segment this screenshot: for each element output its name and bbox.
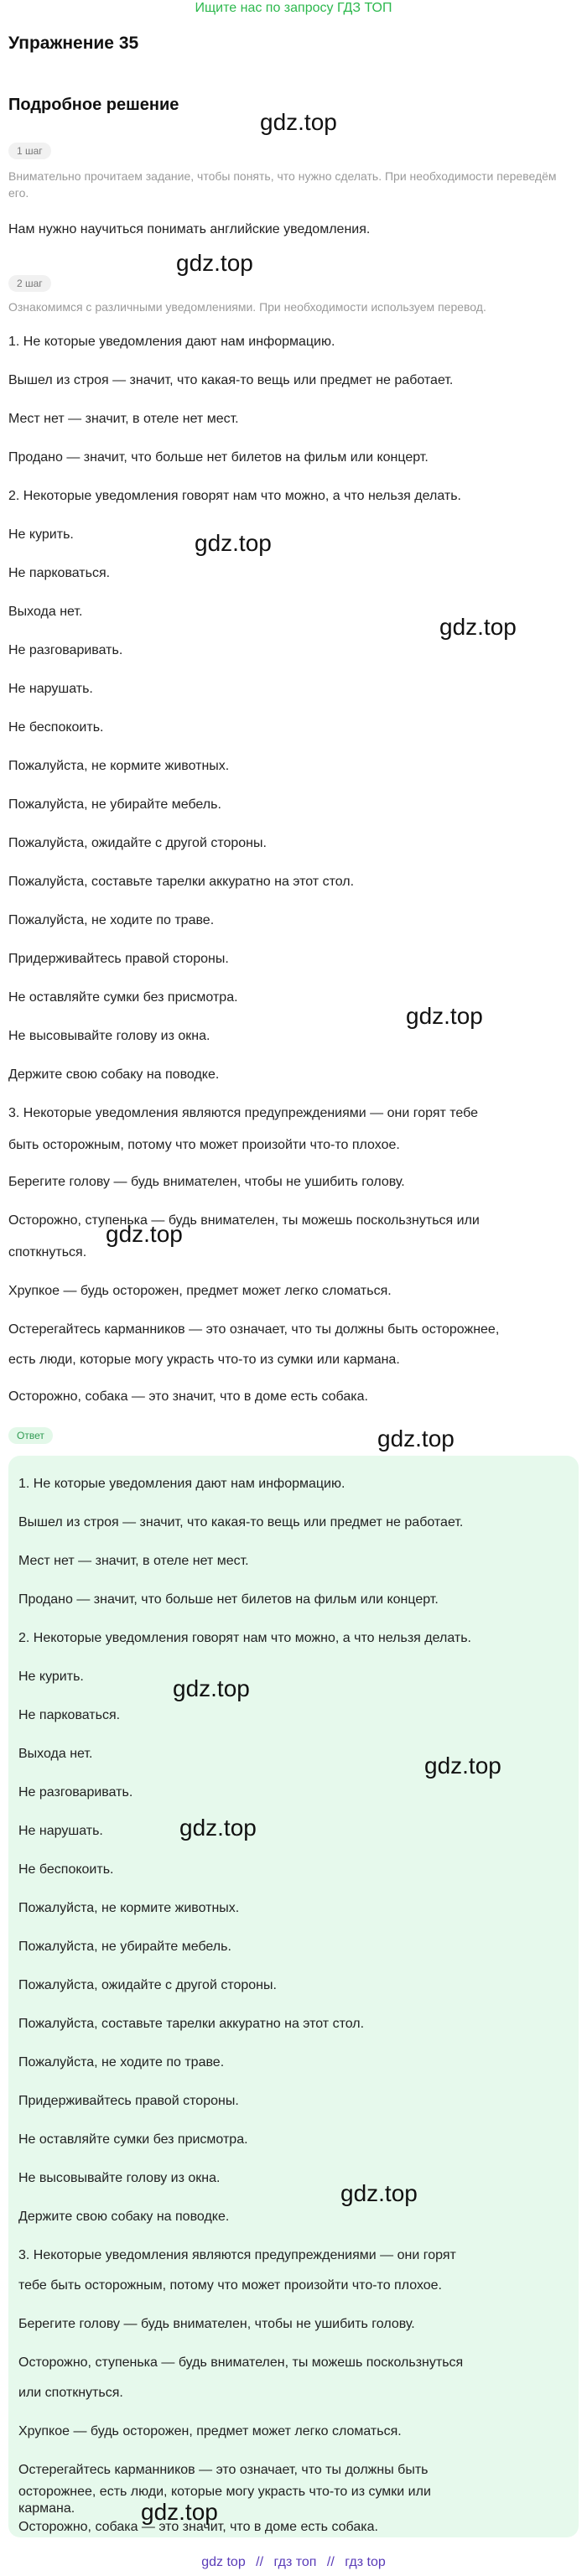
answer-line: Вышел из строя — значит, что какая-то вещь или предмет не работает. [18,1515,464,1530]
answer-group-1-title: 1. Не которые уведомления дают нам информацию. [18,1477,345,1491]
solution-line: Вышел из строя — значит, что какая-то вещь или предмет не работает. [8,373,454,387]
page-title: Упражнение 35 [8,34,139,53]
top-banner[interactable]: Ищите нас по запросу ГДЗ ТОП [195,1,392,15]
answer-line: Мест нет — значит, в отеле нет мест. [18,1554,249,1568]
answer-line: Пожалуйста, не ходите по траве. [18,2055,225,2070]
watermark: gdz.top [406,1003,483,1029]
answer-group-2-title: 2. Некоторые уведомления говорят нам что можно, а что нельзя делать. [18,1631,471,1645]
footer-separator: // [326,2555,335,2569]
watermark: gdz.top [377,1426,455,1452]
answer-badge: Ответ [8,1427,53,1444]
solution-line: Пожалуйста, составьте тарелки аккуратно на этот стол. [8,875,355,889]
solution-line: есть люди, которые могу украсть что-то из сумки или кармана. [8,1353,400,1367]
solution-line: Продано — значит, что больше нет билетов на фильм или концерт. [8,450,429,465]
section-title: Подробное решение [8,96,179,114]
solution-line: Пожалуйста, не кормите животных. [8,759,230,773]
watermark: gdz.top [340,2180,418,2206]
solution-group-2-title: 2. Некоторые уведомления говорят нам что можно, а что нельзя делать. [8,489,461,503]
watermark: gdz.top [260,109,337,135]
watermark: gdz.top [424,1753,501,1779]
solution-line: Не разговаривать. [8,643,123,657]
solution-line: Осторожно, собака — это значит, что в доме есть собака. [8,1389,368,1404]
watermark: gdz.top [195,530,272,556]
solution-line: споткнуться. [8,1245,87,1259]
solution-line: Не парковаться. [8,566,111,580]
footer-link[interactable]: гдз top [345,2555,386,2569]
answer-line: Держите свою собаку на поводке. [18,2210,230,2224]
watermark: gdz.top [173,1675,250,1701]
solution-line: Осторожно, ступенька — будь внимателен, ты можешь поскользнуться или [8,1213,480,1228]
solution-line: Держите свою собаку на поводке. [8,1067,220,1082]
step-1-hint: Внимательно прочитаем задание, чтобы понять, что нужно сделать. При необходимости переведём его. [8,169,557,200]
answer-line: Осторожно, собака — это значит, что в доме есть собака. [18,2520,378,2534]
answer-line: Придерживайтесь правой стороны. [18,2094,239,2108]
solution-line: Придерживайтесь правой стороны. [8,952,229,966]
solution-line: Выхода нет. [8,605,83,619]
step-1-badge: 1 шаг [8,143,51,159]
solution-line: Пожалуйста, не ходите по траве. [8,913,215,927]
answer-line: Выхода нет. [18,1747,93,1761]
answer-line: Не беспокоить. [18,1862,114,1877]
answer-group-3-title: 3. Некоторые уведомления являются предупреждениями — они горят [18,2248,456,2262]
answer-line: осторожнее, есть люди, которые могу украсть что-то из сумки или [18,2485,431,2499]
answer-line: кармана. [18,2501,75,2516]
solution-line: Не беспокоить. [8,720,104,735]
answer-line: или споткнуться. [18,2386,123,2400]
answer-line: Не оставляйте сумки без присмотра. [18,2132,248,2147]
answer-line: Продано — значит, что больше нет билетов на фильм или концерт. [18,1592,439,1607]
watermark: gdz.top [179,1815,257,1841]
answer-line: Пожалуйста, составьте тарелки аккуратно на этот стол. [18,2017,365,2031]
solution-line: Пожалуйста, не убирайте мебель. [8,797,221,812]
solution-line: Не нарушать. [8,682,93,696]
solution-group-3-title: 3. Некоторые уведомления являются предупреждениями — они горят тебе [8,1106,479,1120]
watermark: gdz.top [141,2499,218,2525]
solution-group-3-title: быть осторожным, потому что может произойти что-то плохое. [8,1138,400,1152]
footer-links [0,2553,587,2573]
solution-line: Не высовывайте голову из окна. [8,1029,210,1043]
footer-separator: // [256,2555,264,2569]
footer-link[interactable]: гдз топ [273,2555,317,2569]
solution-group-1-title: 1. Не которые уведомления дают нам информацию. [8,335,335,349]
answer-line: Хрупкое — будь осторожен, предмет может легко сломаться. [18,2424,402,2438]
solution-line: Берегите голову — будь внимателен, чтобы не ушибить голову. [8,1175,405,1189]
answer-line: Осторожно, ступенька — будь внимателен, ты можешь поскользнуться [18,2355,464,2370]
solution-line: Мест нет — значит, в отеле нет мест. [8,412,239,426]
answer-line: Не высовывайте голову из окна. [18,2171,221,2185]
watermark: gdz.top [106,1221,183,1247]
solution-line: Остерегайтесь карманников — это означает, что ты должны быть осторожнее, [8,1322,500,1337]
answer-line: Пожалуйста, не убирайте мебель. [18,1940,231,1954]
watermark: gdz.top [439,614,517,640]
answer-line: Остерегайтесь карманников — это означает, что ты должны быть [18,2463,429,2477]
answer-line: Не парковаться. [18,1708,121,1722]
step-2-hint: Ознакомимся с различными уведомлениями. При необходимости используем перевод. [8,300,486,314]
answer-group-3-title: тебе быть осторожным, потому что может произойти что-то плохое. [18,2278,442,2293]
watermark: gdz.top [176,250,253,276]
answer-box [8,1456,579,2537]
step-2-badge: 2 шаг [8,275,51,292]
answer-line: Пожалуйста, ожидайте с другой стороны. [18,1978,277,1992]
answer-line: Не курить. [18,1670,84,1684]
solution-line: Не оставляйте сумки без присмотра. [8,990,238,1005]
solution-line: Не курить. [8,527,74,542]
answer-line: Не разговаривать. [18,1785,133,1800]
answer-line: Пожалуйста, не кормите животных. [18,1901,240,1915]
footer-link[interactable]: gdz top [201,2555,246,2569]
answer-line: Не нарушать. [18,1824,103,1838]
solution-line: Пожалуйста, ожидайте с другой стороны. [8,836,267,850]
solution-line: Хрупкое — будь осторожен, предмет может легко сломаться. [8,1284,392,1298]
step-1-text: Нам нужно научиться понимать английские уведомления. [8,222,371,236]
answer-line: Берегите голову — будь внимателен, чтобы не ушибить голову. [18,2317,415,2331]
